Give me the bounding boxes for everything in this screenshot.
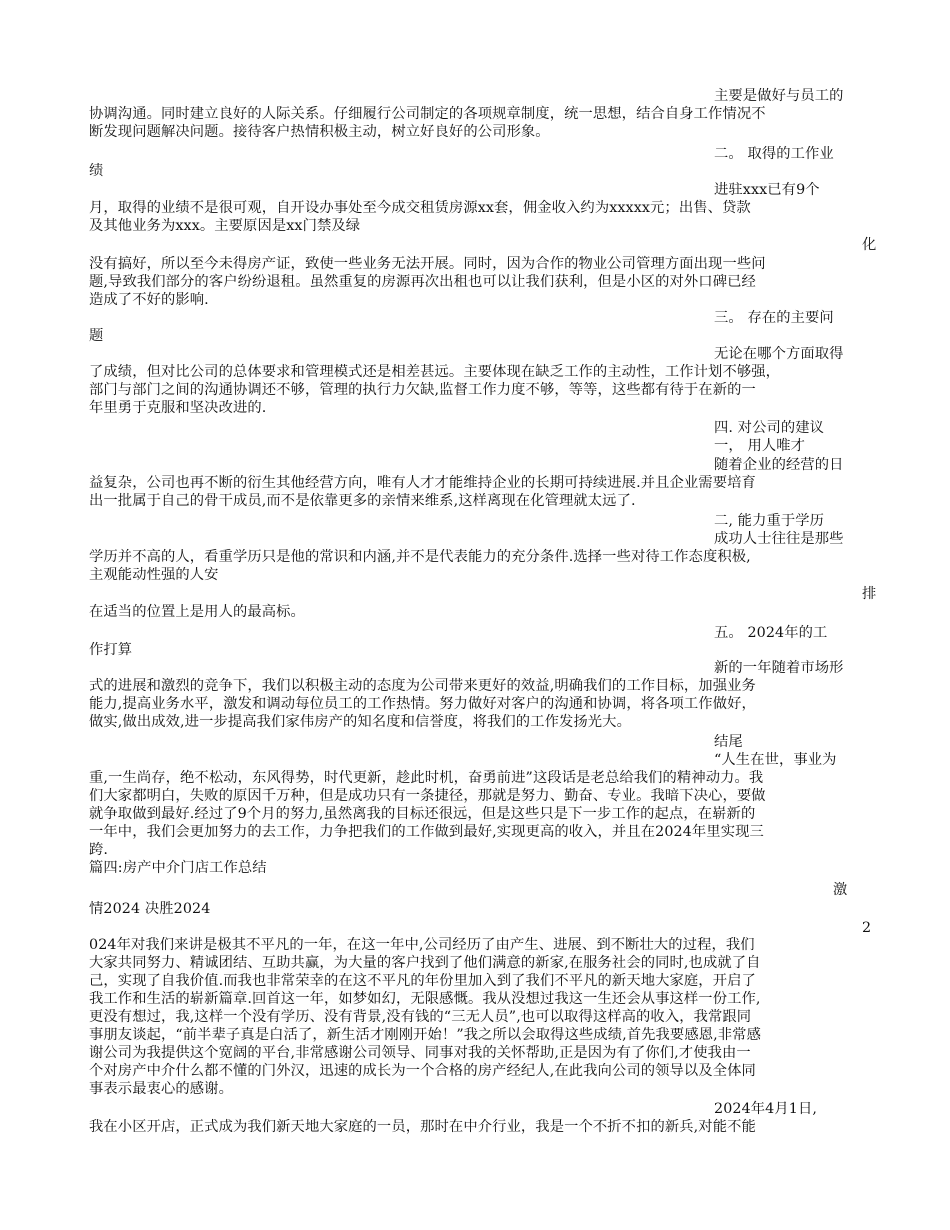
- article-subtitle: 情2024 决胜2024: [89, 901, 211, 917]
- text-line: 跨.: [89, 842, 109, 858]
- text-line: 能力,提高业务水平，激发和调动每位员工的工作热情。努力做好对客户的沟通和协调，将各项工作做好，: [89, 696, 756, 712]
- section-heading: 二, 能力重于学历: [714, 513, 825, 529]
- text-line: 没有搞好，所以至今未得房产证，致使一些业务无法开展。同时，因为合作的物业公司管理方面出现一些问: [89, 256, 766, 272]
- text-line: 大家共同努力、精诚团结、互助共赢，为大量的客户找到了他们满意的新家,在服务社会的同时,也成就了自: [89, 955, 761, 971]
- text-line: 益复杂，公司也再不断的衍生其他经营方向，唯有人才才能维持企业的长期可持续进展.并且企业需要培育: [89, 475, 756, 491]
- text-line: 了成绩，但对比公司的总体要求和管理模式还是相差甚远。主要体现在缺乏工作的主动性，工作计划不够强，: [89, 364, 781, 380]
- text-line: 成功人士往往是那些: [714, 531, 844, 547]
- text-line: 我在小区开店，正式成为我们新天地大家庭的一员，那时在中介行业，我是一个不折不扣的新兵,对能不能: [89, 1119, 756, 1135]
- text-line: 题: [89, 328, 104, 344]
- text-line: 事表示最衷心的感谢。: [89, 1081, 233, 1097]
- text-line: 谢公司为我提供这个宽阔的平台,非常感谢公司领导、同事对我的关怀帮助,正是因为有了你们,才使我由一: [89, 1045, 751, 1061]
- text-line: 年里勇于克服和坚决改进的.: [89, 400, 267, 416]
- text-line: 出一批属于自己的骨干成员,而不是依靠更多的亲情来维系,这样离现在化管理就太远了.: [89, 493, 636, 509]
- text-line: 事朋友谈起，“前半辈子真是白活了，新生活才刚刚开始！”我之所以会取得这些成绩,首先我要感恩,非常感: [89, 1027, 761, 1043]
- text-line: 协调沟通。同时建立良好的人际关系。仔细履行公司制定的各项规章制度，统一思想，结合自身工作情况不: [89, 106, 766, 122]
- text-line: 新的一年随着市场形: [714, 660, 844, 676]
- text-line: 进驻xxx已有9个: [714, 182, 820, 198]
- text-line: 化: [862, 237, 877, 253]
- text-line: 断发现问题解决问题。接待客户热情积极主动，树立好良好的公司形象。: [89, 124, 550, 140]
- text-line: 个对房产中介什么都不懂的门外汉，迅速的成长为一个合格的房产经纪人,在此我向公司的领导以及全体同: [89, 1063, 756, 1079]
- text-line: 2024年4月1日,: [714, 1101, 818, 1117]
- text-line: 一年中，我们会更加努力的去工作，力争把我们的工作做到最好,实现更高的收入，并且在2024年里实现三: [89, 824, 764, 840]
- text-line: 更没有想过，我,这样一个没有学历、没有背景,没有钱的“三无人员”,也可以取得这样高的收入，我常跟同: [89, 1009, 752, 1025]
- text-line: “人生在世，事业为: [714, 752, 837, 768]
- text-line: 学历并不高的人，看重学历只是他的常识和内涵,并不是代表能力的充分条件.选择一些对待工作态度积极,: [89, 549, 751, 565]
- text-line: 在适当的位置上是用人的最高标。: [89, 604, 305, 620]
- text-line: 式的进展和激烈的竞争下，我们以积极主动的态度为公司带来更好的效益,明确我们的工作目标，加强业务: [89, 678, 756, 694]
- text-line: 重,一生尚存，绝不松动，东风得势，时代更新，趁此时机，奋勇前进”这段话是老总给我们的精神动力。我: [89, 770, 764, 786]
- text-line: 造成了不好的影响.: [89, 292, 209, 308]
- section-heading: 结尾: [714, 734, 743, 750]
- section-heading: 三。 存在的主要问: [714, 310, 834, 326]
- text-line: 月，取得的业绩不是很可观，自开设办事处至今成交租赁房源xx套，佣金收入约为xxxxx元；出售、贷款: [89, 200, 751, 216]
- text-line: 无论在哪个方面取得: [714, 346, 844, 362]
- text-line: 绩: [89, 163, 104, 179]
- text-line: 我工作和生活的崭新篇章.回首这一年，如梦如幻，无限感慨。我从没想过我这一生还会从事这样一份工作,: [89, 991, 761, 1007]
- text-line: 激: [833, 882, 848, 898]
- text-line: 题,导致我们部分的客户纷纷退租。虽然重复的房源再次出租也可以让我们获利，但是小区的对外口碑已经: [89, 274, 756, 290]
- text-line: 己，实现了自我价值.而我也非常荣幸的在这不平凡的年份里加入到了我们不平凡的新天地大家庭，开启了: [89, 973, 756, 989]
- section-heading: 四. 对公司的建议: [714, 420, 825, 436]
- text-line: 们大家都明白，失败的原因千万种，但是成功只有一条捷径，那就是努力、勤奋、专业。我暗下决心，要做: [89, 788, 766, 804]
- section-heading: 二。 取得的工作业: [714, 146, 834, 162]
- text-line: 随着企业的经营的日: [714, 457, 844, 473]
- text-line: 排: [862, 586, 877, 602]
- article-title: 篇四:房产中介门店工作总结: [89, 860, 267, 876]
- section-heading: 五。 2024年的工: [714, 625, 828, 641]
- text-line: 主要是做好与员工的: [714, 88, 844, 104]
- text-line: 2: [862, 920, 872, 936]
- text-line: 部门与部门之间的沟通协调还不够，管理的执行力欠缺,监督工作力度不够，等等，这些都有待于在新的一: [89, 382, 756, 398]
- text-line: 作打算: [89, 642, 133, 658]
- text-line: 024年对我们来讲是极其不平凡的一年，在这一年中,公司经历了由产生、进展、到不断壮大的过程，我们: [89, 937, 755, 953]
- section-heading: 一， 用人唯才: [714, 438, 806, 454]
- text-line: 及其他业务为xxx。主要原因是xx门禁及绿: [89, 218, 361, 234]
- text-line: 主观能动性强的人安: [89, 567, 219, 583]
- text-line: 做实,做出成效,进一步提高我们家伟房产的知名度和信誉度，将我们的工作发扬光大。: [89, 714, 631, 730]
- text-line: 就争取做到最好.经过了9个月的努力,虽然离我的目标还很远，但是这些只是下一步工作的起点，在崭新的: [89, 806, 756, 822]
